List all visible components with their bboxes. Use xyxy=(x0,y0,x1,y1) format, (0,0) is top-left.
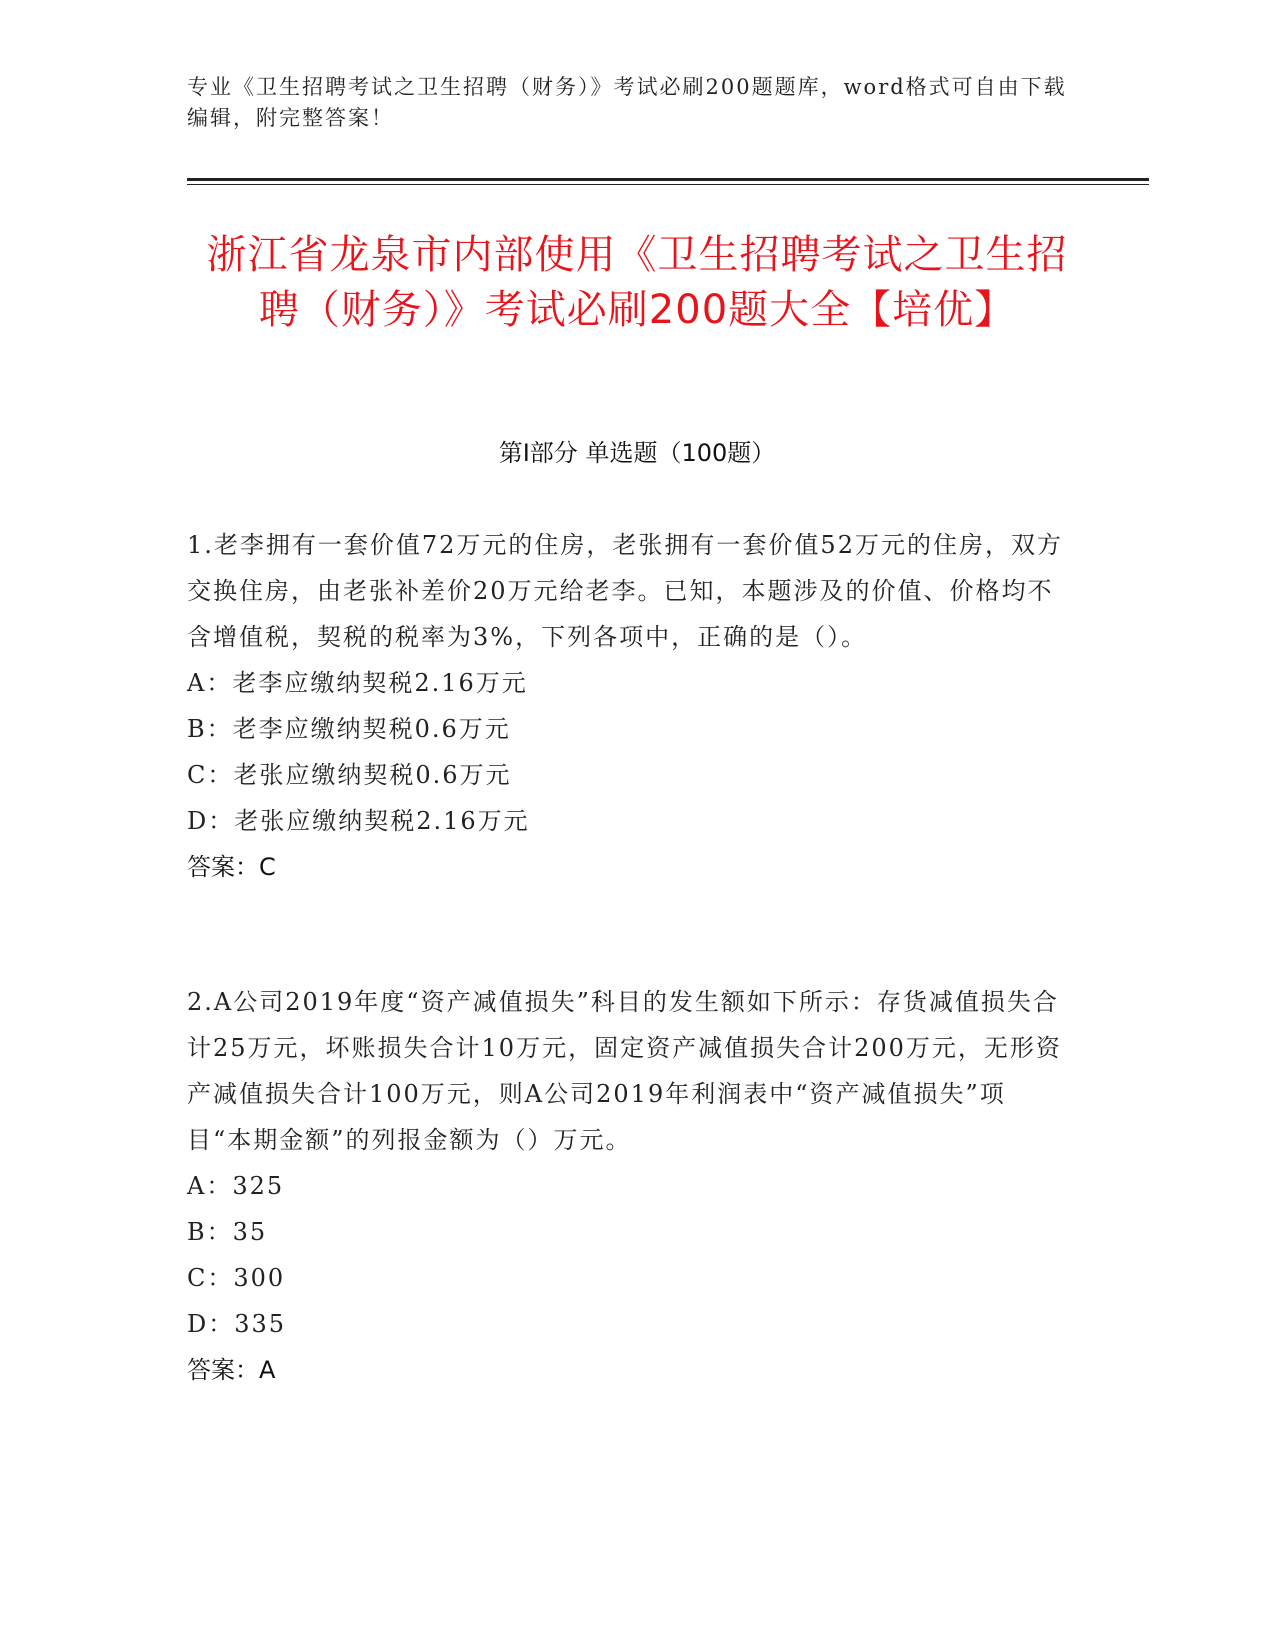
option-d: D：335 xyxy=(187,1310,287,1338)
option-c: C：老张应缴纳契税0.6万元 xyxy=(187,761,512,789)
option-a: A：325 xyxy=(187,1172,285,1200)
question-1 xyxy=(187,522,1067,890)
option-a: A：老李应缴纳契税2.16万元 xyxy=(187,669,528,697)
option-b: B：老李应缴纳契税0.6万元 xyxy=(187,715,511,743)
header-divider-thin xyxy=(187,184,1149,185)
answer-line: 答案：A xyxy=(187,1356,276,1384)
header-divider-thick xyxy=(187,178,1149,181)
question-2 xyxy=(187,979,1067,1393)
option-b: B：35 xyxy=(187,1218,268,1246)
answer-line: 答案：C xyxy=(187,853,276,881)
document-title: 浙江省龙泉市内部使用《卫生招聘考试之卫生招聘（财务）》考试必刷200题大全【培优】 xyxy=(206,232,1068,333)
question-stem: 1.老李拥有一套价值72万元的住房，老张拥有一套价值52万元的住房，双方交换住房，由老张补差价20万元给老李。已知，本题涉及的价值、价格均不含增值税，契税的税率为3%，下列各项中，正确的是（）。 xyxy=(187,531,1063,651)
header-note: 专业《卫生招聘考试之卫生招聘（财务）》考试必刷200题题库，word格式可自由下载编辑，附完整答案！ xyxy=(187,75,1067,130)
option-d: D：老张应缴纳契税2.16万元 xyxy=(187,807,530,835)
option-c: C：300 xyxy=(187,1264,286,1292)
question-stem: 2.A公司2019年度“资产减值损失”科目的发生额如下所示：存货减值损失合计25万元，坏账损失合计10万元，固定资产减值损失合计200万元，无形资产减值损失合计100万元，则A公司2019年利润表中“资产减值损失”项目“本期金额”的列报金额为（）万元。 xyxy=(187,988,1062,1154)
section-heading: 第I部分 单选题（100题） xyxy=(498,439,776,467)
